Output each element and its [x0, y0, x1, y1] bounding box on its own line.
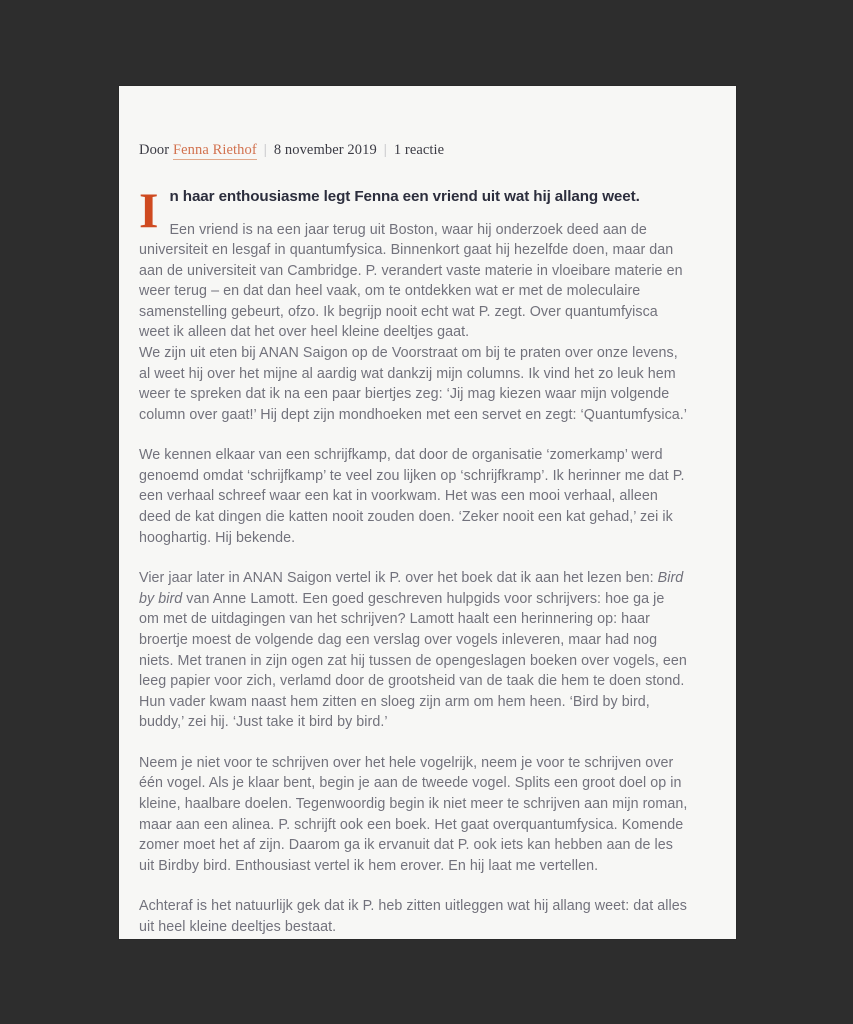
byline-separator-2: |	[383, 142, 387, 158]
byline-prefix: Door	[139, 142, 170, 158]
byline	[139, 142, 688, 159]
byline-date: 8 november 2019	[273, 142, 377, 158]
paragraph-2: We zijn uit eten bij ANAN Saigon op de Voorstraat om bij te praten over onze levens, al weet hij over het mijne al aardig wat dankzij mijn columns. Ik vind het zo leuk hem weer te spreken dat ik na een paar biertjes zeg: ‘Jij mag kiezen waar mijn volgende column over gaat!’ Hij dept zijn mondhoeken met een servet en zegt: ‘Quantumfysica.’	[139, 344, 688, 423]
dropcap-letter: I	[139, 182, 159, 238]
comments-link[interactable]: 1 reactie	[393, 142, 445, 158]
paragraph-5: Neem je niet voor te schrijven over het hele vogelrijk, neem je voor te schrijven over één vogel. Als je klaar bent, begin je aan de tweede vogel. Splits een groot doel op in kleine, haalbare doelen. Tegenwoordig begin ik niet meer te schrijven aan mijn roman, maar aan een alinea. P. schrijft ook een boek. Het gaat overquantumfysica. Komende zomer moet het af zijn. Daarom ga ik ervanuit dat P. ook iets kan hebben aan de les uit Birdby bird. Enthousiast vertel ik hem erover. En hij laat me vertellen.	[139, 754, 688, 874]
paragraph-4: Vier jaar later in ANAN Saigon vertel ik P. over het boek dat ik aan het lezen ben: Bird by bird van Anne Lamott. Een goed geschreven hulpgids voor schrijvers: hoe ga je om met de uitdagingen van het schrijven? Lamott haalt een herinnering op: haar broertje moest de volgende dag een verslag over vogels inleveren, maar had nog niets. Met tranen in zijn ogen zat hij tussen de opengeslagen boeken over vogels, een leeg papier voor zich, verlamd door de grootsheid van de taak die hem te doen stond. Hun vader kwam naast hem zitten en sloeg zijn arm om hem heen. ‘Bird by bird, buddy,’ zei hij. ‘Just take it bird by bird.’	[139, 570, 687, 731]
paragraph-1: Een vriend is na een jaar terug uit Boston, waar hij onderzoek deed aan de universiteit en lesgaf in quantumfysica. Binnenkort gaat hij hezelfde doen, maar dan aan de universiteit van Cambridge. P. verandert vaste materie in vloeibare materie en weer terug – en dat dan heel vaak, om te ontdekken wat er met de moleculaire samenstelling gebeurt, ofzo. Ik begrijp nooit echt wat P. zegt. Over quantumfyisca weet ik alleen dat het over heel kleine deeltjes gaat.	[139, 221, 683, 341]
article-container	[119, 86, 736, 977]
article-lede: n haar enthousiasme legt Fenna een vriend uit wat hij allang weet.	[169, 188, 640, 205]
author-link[interactable]: Fenna Riethof	[172, 142, 257, 158]
lede-block	[139, 182, 688, 343]
article-page-sheet	[119, 86, 736, 939]
byline-separator-1: |	[263, 142, 267, 158]
paragraph-3: We kennen elkaar van een schrijfkamp, dat door de organisatie ‘zomerkamp’ werd genoemd omdat ‘schrijfkamp’ te veel zou lijken op ‘schrijfkramp’. Ik herinner me dat P. een verhaal schreef waar een kat in voorkwam. Het was een mooi verhaal, alleen deed de kat dingen die katten nooit zouden doen. ‘Zeker nooit een kat gehad,’ zei ik hooghartig. Hij bekende.	[139, 447, 685, 546]
book-title: Bird by bird	[139, 570, 684, 607]
paragraph-6: Achteraf is het natuurlijk gek dat ik P. heb zitten uitleggen wat hij allang weet: dat alles uit heel kleine deeltjes bestaat.	[139, 898, 687, 935]
